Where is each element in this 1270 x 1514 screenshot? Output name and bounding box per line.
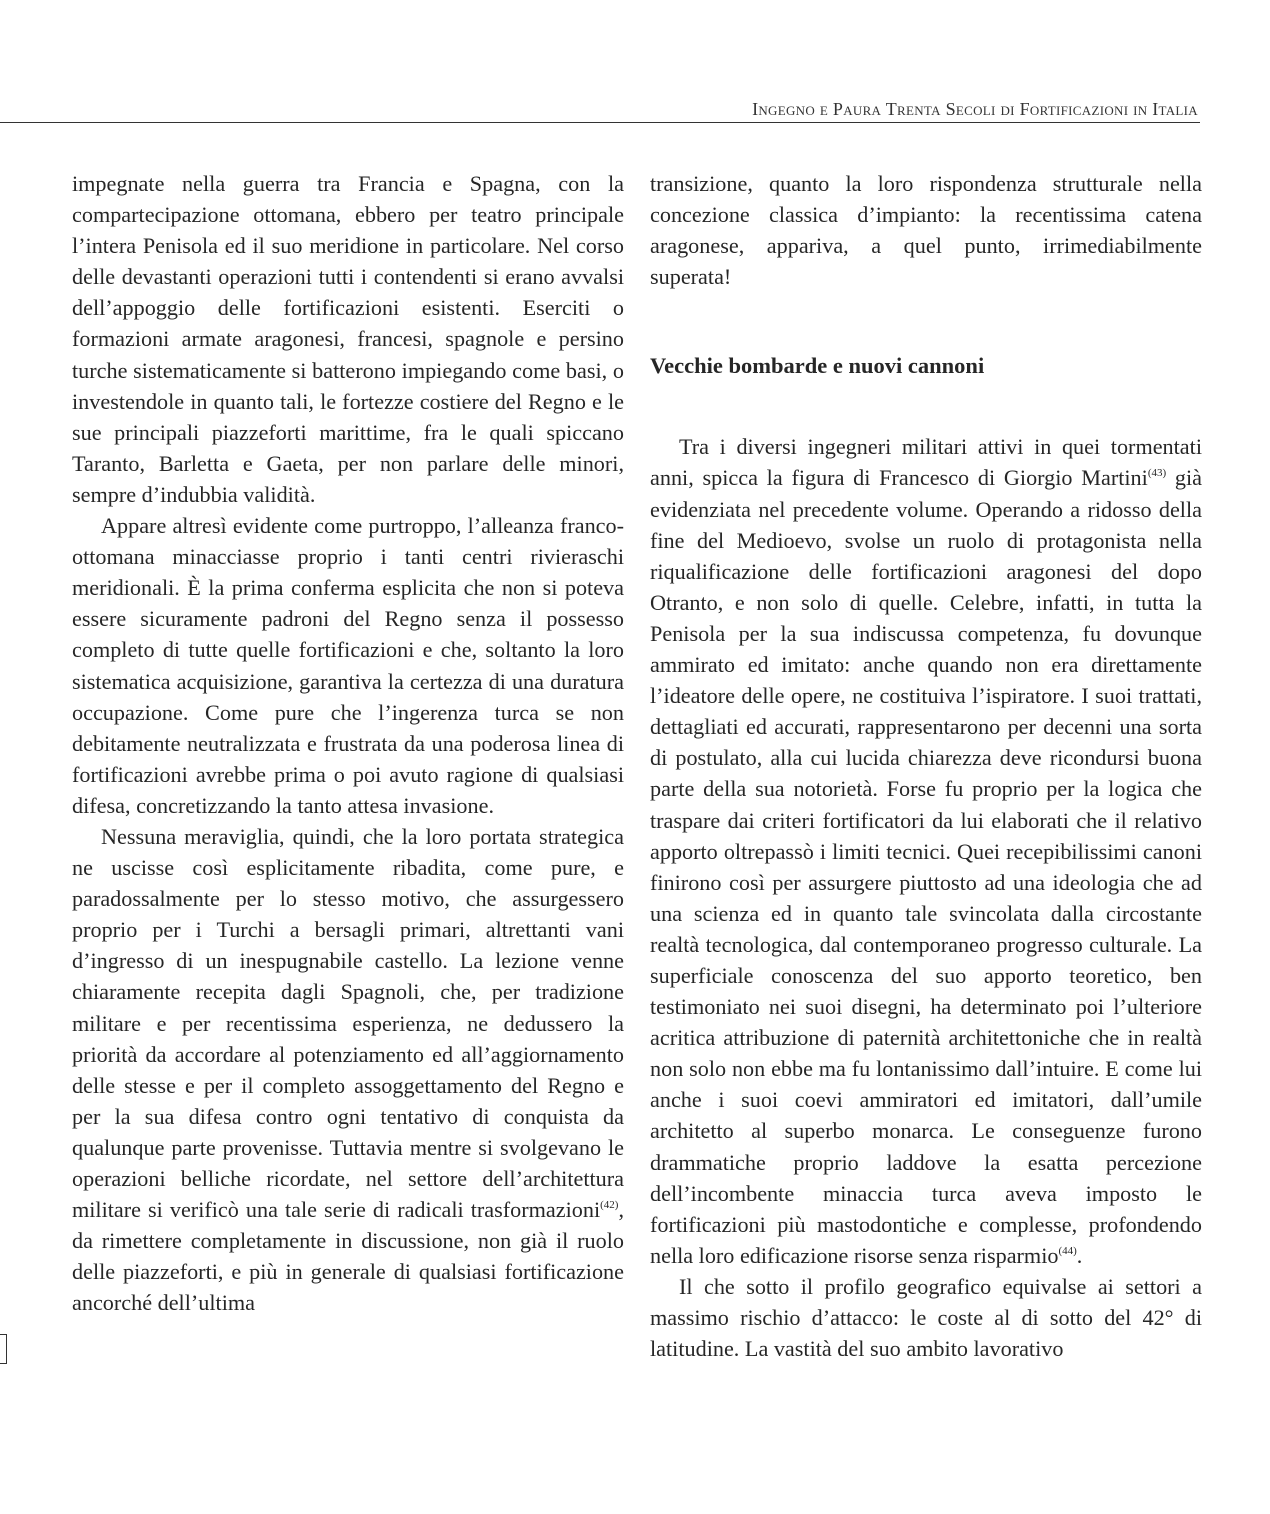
right-column	[650, 168, 1202, 1364]
running-title: Ingegno e Paura Trenta Secoli di Fortificazioni in Italia	[752, 99, 1198, 119]
footnote-ref-43: (43)	[1147, 467, 1167, 480]
right-paragraph-2: Il che sotto il profilo geografico equivalse ai settori a massimo rischio d’attacco: le coste al di sotto del 42° di latitudine. La vastità del suo ambito lavorativo	[650, 1273, 1202, 1362]
right-paragraph-1-text-c: .	[1076, 1242, 1083, 1268]
right-paragraph-1-text-a: Tra i diversi ingegneri militari attivi in quei tormentati anni, spicca la figura di Francesco di Giorgio Martini	[650, 434, 1202, 491]
right-continuation-paragraph: transizione, quanto la loro rispondenza strutturale nella concezione classica d’impianto: la recentissima catena aragonese, appariva, a quel punto, irrimediabilmente superata!	[650, 171, 1202, 290]
left-paragraph-3-text-b: , da rimettere completamente in discussione, non già il ruolo delle piazzeforti, e più in generale di qualsiasi fortificazione ancorché dell’ultima	[72, 1197, 624, 1316]
right-paragraph-1	[650, 431, 1202, 1271]
section-heading: Vecchie bombarde e nuovi cannoni	[650, 353, 985, 379]
margin-bracket-mark	[0, 1334, 7, 1364]
footnote-ref-42: (42)	[600, 1199, 619, 1212]
left-paragraph-2: Appare altresì evidente come purtroppo, l’alleanza franco-ottomana minacciasse proprio i tanti centri rivieraschi meridionali. È la prima conferma esplicita che non si poteva essere sicuramente padroni del Regno senza il possesso completo di tutte quelle fortificazioni e che, soltanto la loro sistematica acquisizione, garantiva la certezza di una duratura occupazione. Come pure che l’ingerenza turca se non debitamente neutralizzata e frustrata da una poderosa linea di fortificazioni avrebbe prima o poi avuto ragione di qualsiasi difesa, concretizzando la tanto attesa invasione.	[72, 513, 624, 818]
left-paragraph-3-text-a: Nessuna meraviglia, quindi, che la loro portata strategica ne uscisse così esplicitamente ribadita, come pure, e paradossalmente per lo stesso motivo, che assurgessero proprio per i Turchi a bersagli primari, altrettanti vani d’ingresso di un inespugnabile castello. La lezione venne chiaramente recepita dagli Spagnoli, che, per tradizione militare e per recentissima esperienza, ne dedussero la priorità da accordare al potenziamento ed all’aggiornamento delle stesse e per il completo assoggettamento del Regno e per la sua difesa contro ogni tentativo di conquista da qualunque parte provenisse. Tuttavia mentre si svolgevano le operazioni belliche ricordate, nel settore dell’architettura militare si verificò una tale serie di radicali trasformazioni	[72, 823, 624, 1223]
footnote-ref-44: (44)	[1058, 1244, 1077, 1257]
left-paragraph-1: impegnate nella guerra tra Francia e Spagna, con la compartecipazione ottomana, ebbero per teatro principale l’intera Penisola ed il suo meridione in particolare. Nel corso delle devastanti operazioni tutti i contendenti si erano avvalsi dell’appoggio delle fortificazioni esistenti. Eserciti o formazioni armate aragonesi, francesi, spagnole e persino turche sistematicamente si batterono impiegando come basi, o investendole in quanto tali, le fortezze costiere del Regno e le sue principali piazzeforti marittime, fra le quali spiccano Taranto, Barletta e Gaeta, per non parlare delle minori, sempre d’indubbia validità.	[72, 171, 624, 507]
right-paragraph-1-text-b: già evidenziata nel precedente volume. Operando a ridosso della fine del Medioevo, svolse un ruolo di protagonista nella riqualificazione delle fortificazioni aragonesi del dopo Otranto, e non solo di quelle. Celebre, infatti, in tutta la Penisola per la sua indiscussa competenza, fu dovunque ammirato ed imitato: anche quando non era direttamente l’ideatore delle opere, ne costituiva l’ispiratore. I suoi trattati, dettagliati ed accurati, rappresentarono per decenni una sorta di postulato, alla cui lucida chiarezza deve ricondursi buona parte della sua notorietà. Forse fu proprio per la logica che traspare dai criteri fortificatori da lui elaborati che il relativo apporto oltrepassò i limiti tecnici. Quei recepibilissimi canoni finirono così per assurgere piuttosto ad una ideologia che ad una scienza ed in quanto tale svincolata dalla circostante realtà tecnologica, dal contemporaneo progresso culturale. La superficiale conoscenza del suo apporto teoretico, ben testimoniato nei suoi disegni, ha determinato poi l’ulteriore acritica attribuzione di paternità architettoniche che in realtà non solo non ebbe ma fu lontanissimo dall’intuire. E come lui anche i suoi coevi ammiratori ed imitatori, dall’umile architetto al superbo monarca. Le conseguenze furono drammatiche proprio laddove la esatta percezione dell’incombente minaccia turca aveva imposto le fortificazioni più mastodontiche e complesse, profondendo nella loro edificazione risorse senza risparmio	[650, 465, 1202, 1268]
left-paragraph-3	[72, 821, 624, 1319]
running-header	[0, 100, 1200, 123]
left-column	[72, 168, 624, 1318]
